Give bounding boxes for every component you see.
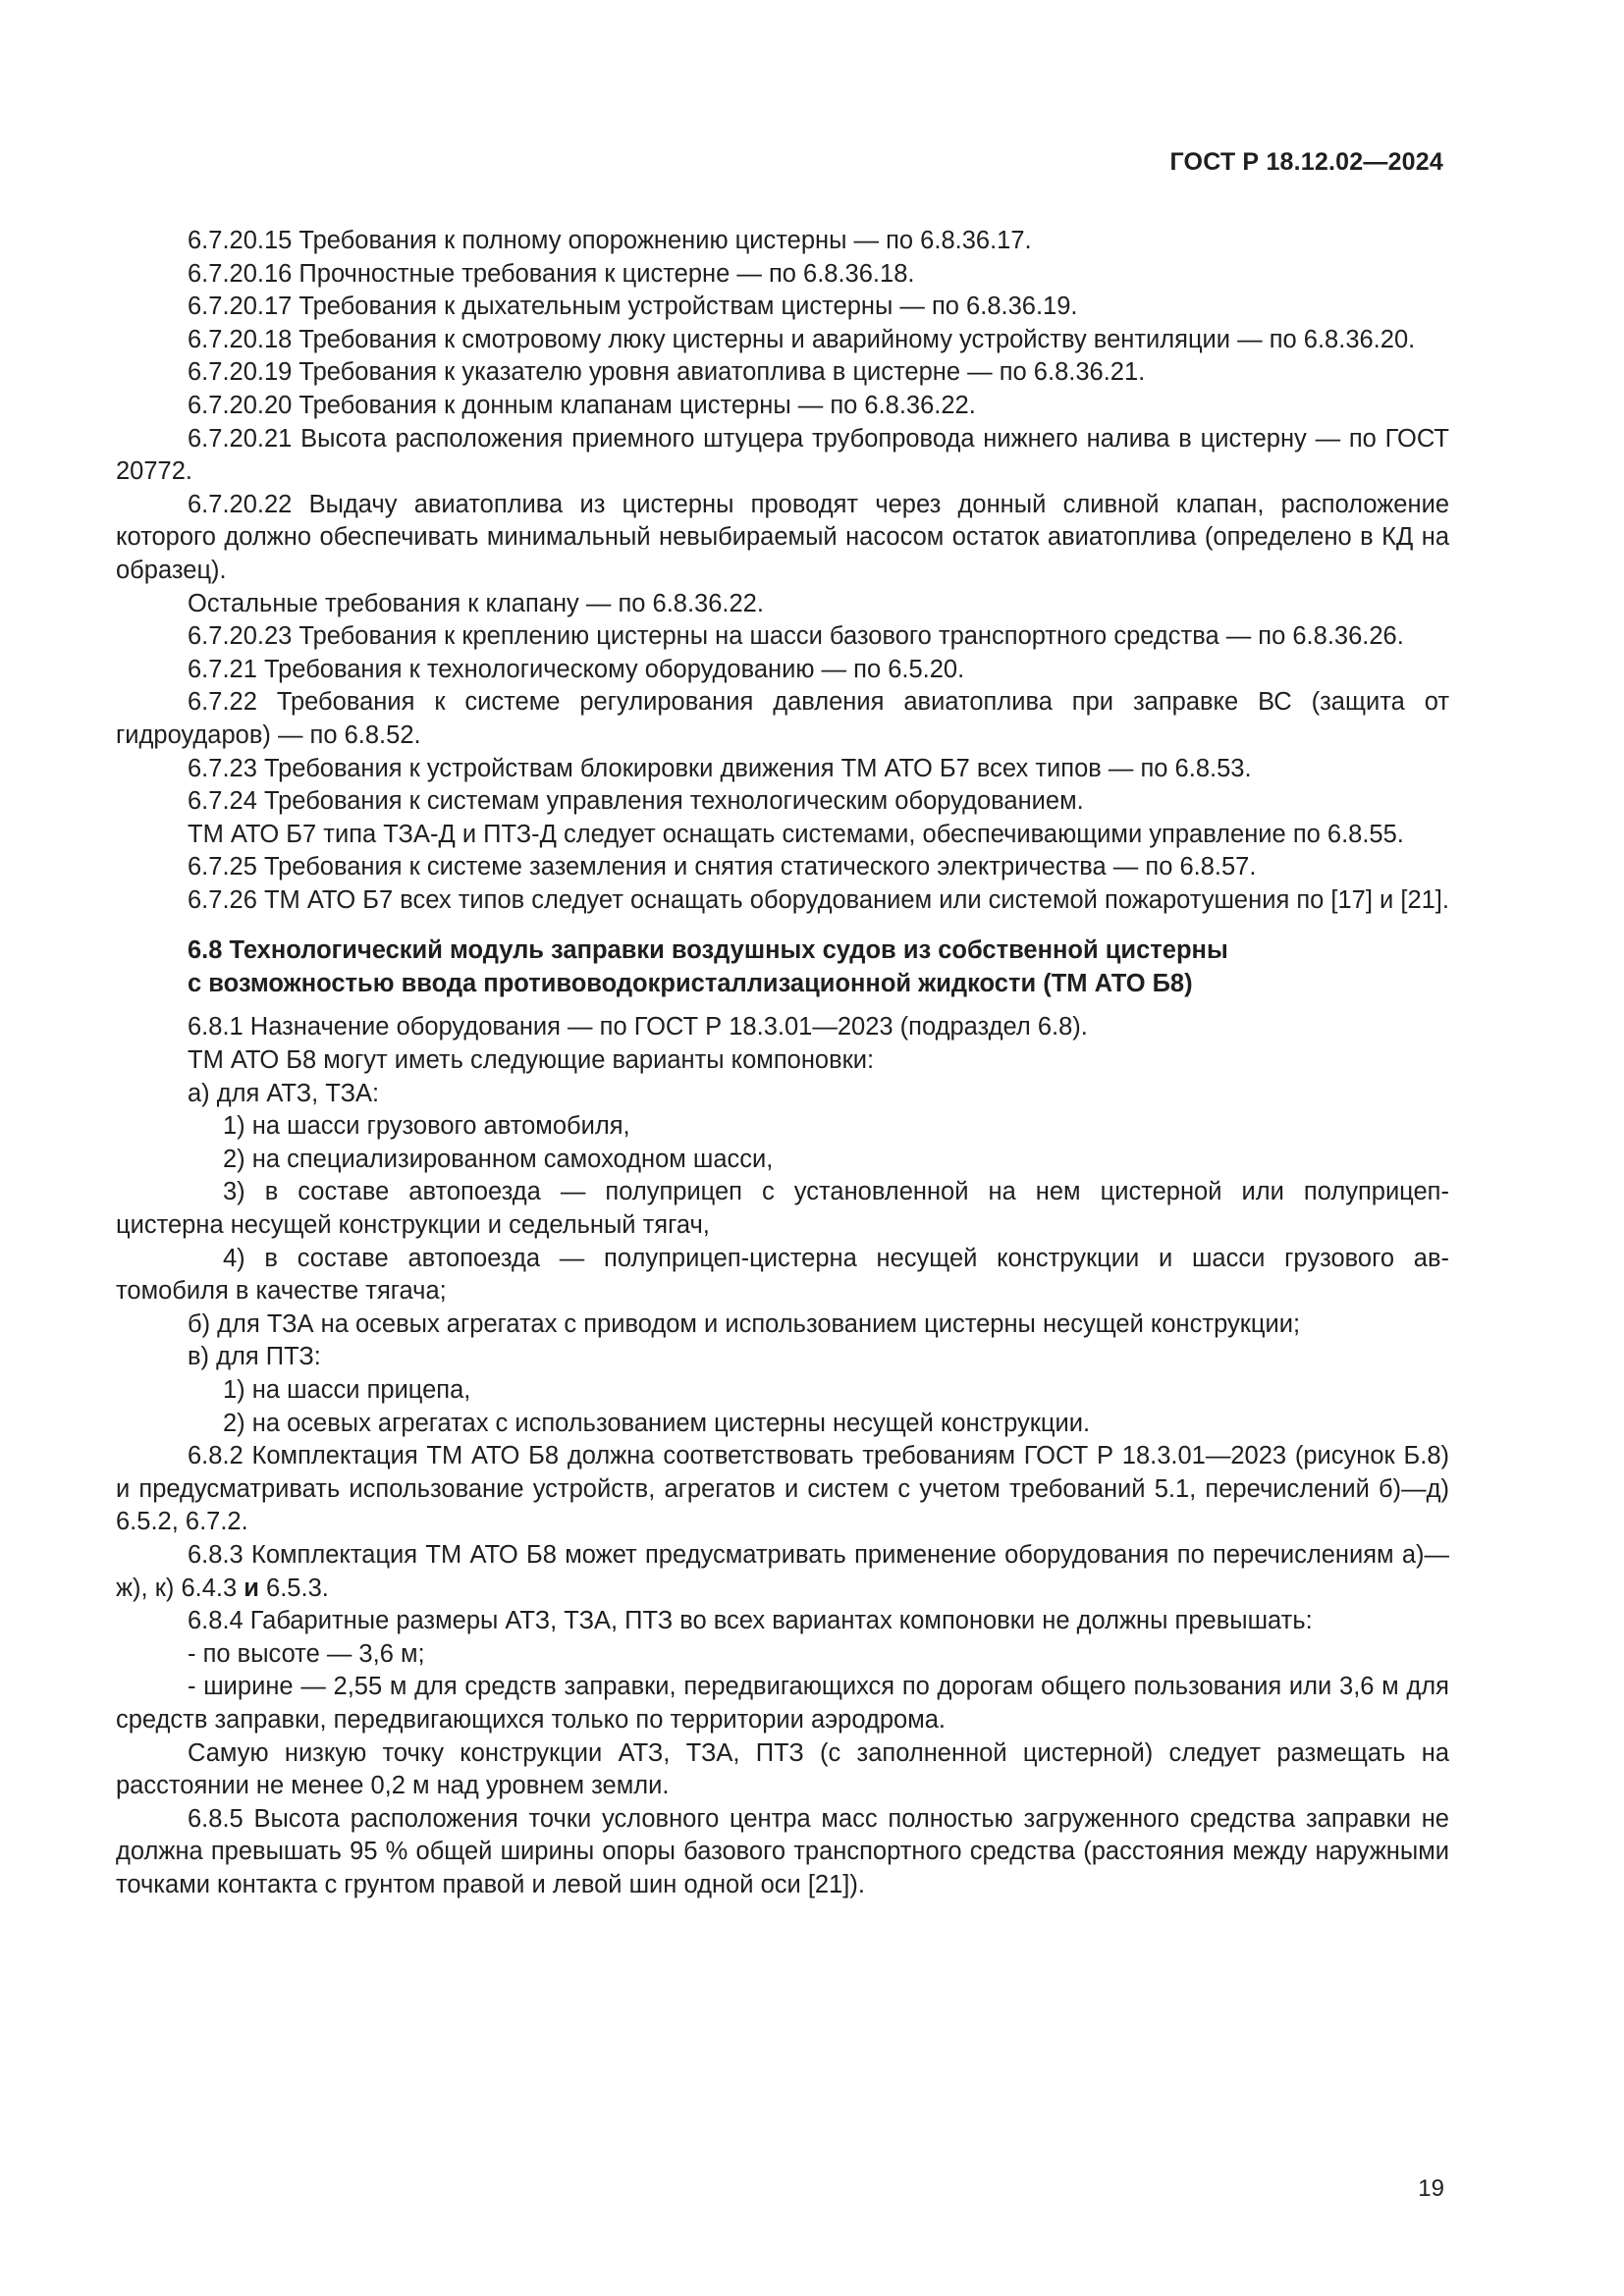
paragraph: 6.7.20.15 Требования к полному опорожнению цистерны — по 6.8.36.17. — [188, 227, 1032, 254]
section-heading-line: с возможностью ввода противоводокристаллизационной жидкости (ТМ АТО Б8) — [188, 970, 1193, 998]
paragraph: 6.8.1 Назначение оборудования — по ГОСТ Р 18.3.01—2023 (подраздел 6.8). — [188, 1013, 1088, 1041]
list-item: 2) на осевых агрегатах с использованием цистерны несущей конструкции. — [223, 1409, 1091, 1437]
paragraph: ТМ АТО Б8 могут иметь следующие варианты компоновки: — [188, 1046, 875, 1075]
list-item-continuation: цистерна несущей конструкции и седельный тягач, — [116, 1211, 710, 1240]
paragraph: 6.7.20.18 Требования к смотровому люку цистерны и аварийному устройству вентиляции — по 6.8.36.20. — [188, 325, 1416, 353]
paragraph: 6.7.20.21 Высота расположения приемного штуцера трубопровода нижнего налива в цистерну — по ГОСТ 20772. — [116, 424, 1449, 486]
paragraph-text: 6.8.3 Комплектация ТМ АТО Б8 может предусматривать применение оборудования по перечислениям а)—ж), к) 6.4.3 — [116, 1540, 1449, 1602]
list-item: - по высоте — 3,6 м; — [188, 1639, 425, 1668]
section-heading-line: 6.8 Технологический модуль заправки воздушных судов из собственной цистерны — [188, 936, 1228, 965]
paragraph: 6.8.5 Высота расположения точки условного центра масс полностью загруженного средства заправки не должна превышать 95 % общей ширины опоры базового транспортного средства (расстояния между наружными точками контакта с грунтом правой и левой шин одной оси [21]). — [116, 1804, 1449, 1898]
paragraph: 6.7.21 Требования к технологическому оборудованию — по 6.5.20. — [188, 655, 965, 683]
paragraph: ТМ АТО Б7 типа ТЗА-Д и ПТЗ-Д следует оснащать системами, обеспечивающими управление по 6.8.55. — [188, 820, 1404, 848]
body-text — [116, 225, 1449, 1902]
list-item: 1) на шасси прицепа, — [223, 1376, 471, 1404]
section-heading — [116, 934, 1449, 1000]
paragraph: 6.7.20.19 Требования к указателю уровня авиатоплива в цистерне — по 6.8.36.21. — [188, 358, 1146, 387]
paragraph: 6.7.23 Требования к устройствам блокировки движения ТМ АТО Б7 всех типов — по 6.8.53. — [188, 754, 1252, 782]
list-item: 3) в составе автопоезда — полуприцеп с установленной на нем цистерной или полуприцеп- — [223, 1178, 1449, 1206]
list-item: б) для ТЗА на осевых агрегатах с приводом и использованием цистерны несущей конструкции; — [188, 1309, 1301, 1338]
paragraph-text: 6.5.3. — [258, 1574, 329, 1602]
list-item: 1) на шасси грузового автомобиля, — [223, 1112, 630, 1141]
paragraph: 6.7.26 ТМ АТО Б7 всех типов следует оснащать оборудованием или системой пожаротушения по [17] и [21]. — [188, 885, 1449, 914]
list-item: в) для ПТЗ: — [188, 1343, 321, 1371]
paragraph — [116, 1539, 1449, 1605]
bold-conjunction: и — [244, 1574, 259, 1602]
list-item-continuation: томобиля в качестве тягача; — [116, 1277, 447, 1306]
list-item: а) для АТЗ, ТЗА: — [188, 1079, 380, 1107]
paragraph: 6.7.20.23 Требования к креплению цистерны на шасси базового транспортного средства — по 6.8.36.26. — [188, 622, 1404, 651]
paragraph: 6.7.20.20 Требования к донным клапанам цистерны — по 6.8.36.22. — [188, 391, 976, 419]
paragraph: 6.7.20.17 Требования к дыхательным устройствам цистерны — по 6.8.36.19. — [188, 293, 1078, 321]
list-item: - ширине — 2,55 м для средств заправки, передвигающихся по дорогам общего пользования или 3,6 м для средств заправки, передвигающихся только по территории аэродрома. — [116, 1673, 1449, 1734]
paragraph: Остальные требования к клапану — по 6.8.36.22. — [188, 589, 764, 617]
paragraph: 6.8.4 Габаритные размеры АТЗ, ТЗА, ПТЗ во всех вариантах компоновки не должны превышать: — [188, 1607, 1313, 1635]
document-code: ГОСТ Р 18.12.02—2024 — [1169, 148, 1443, 176]
paragraph: 6.7.22 Требования к системе регулирования давления авиатоплива при заправке ВС (защита от гидроударов) — по 6.8.52. — [116, 688, 1449, 749]
paragraph: Самую низкую точку конструкции АТЗ, ТЗА, ПТЗ (с заполненной цистерной) следует размещать на расстоянии не менее 0,2 м над уровнем земли. — [116, 1738, 1449, 1800]
page-number: 19 — [1418, 2175, 1444, 2202]
list-item: 4) в составе автопоезда — полуприцеп-цистерна несущей конструкции и шасси грузового ав- — [223, 1244, 1449, 1272]
paragraph: 6.7.20.16 Прочностные требования к цистерне — по 6.8.36.18. — [188, 259, 915, 288]
paragraph: 6.8.2 Комплектация ТМ АТО Б8 должна соответствовать требованиям ГОСТ Р 18.3.01—2023 (рисунок Б.8) и предусматривать использование устройств, агрегатов и систем с учетом требований 5.1, перечислений б)—д) 6.5.2, 6.7.2. — [116, 1442, 1449, 1536]
paragraph: 6.7.20.22 Выдачу авиатоплива из цистерны проводят через донный сливной клапан, расположение которого должно обеспечивать минимальный невыбираемый насосом остаток авиатоплива (определено в КД на образец). — [116, 490, 1449, 584]
paragraph: 6.7.24 Требования к системам управления технологическим оборудованием. — [188, 787, 1084, 816]
paragraph: 6.7.25 Требования к системе заземления и снятия статического электричества — по 6.8.57. — [188, 853, 1257, 881]
list-item: 2) на специализированном самоходном шасси, — [223, 1145, 774, 1173]
